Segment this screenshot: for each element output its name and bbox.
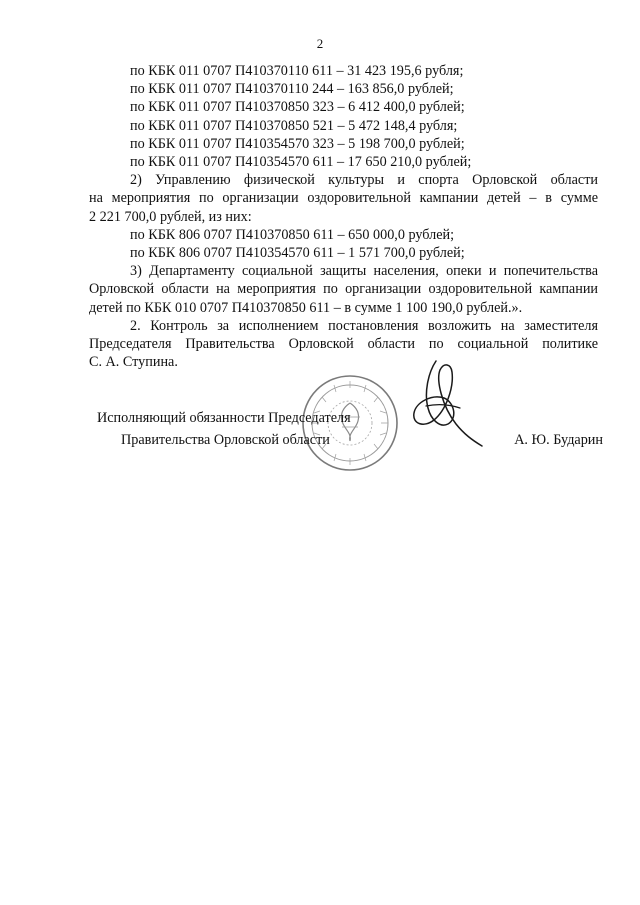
paragraph-line: Орловской области на мероприятия по организации оздоровительной кампании (89, 281, 598, 298)
kbk-line: по КБК 806 0707 П410370850 611 – 650 000,0 рублей; (130, 226, 455, 243)
paragraph-line: 2 221 700,0 рублей, из них: (89, 208, 252, 225)
paragraph-line: детей по КБК 010 0707 П410370850 611 – в сумме 1 100 190,0 рублей.». (89, 299, 523, 316)
kbk-line: по КБК 011 0707 П410370110 611 – 31 423 195,6 рубля; (130, 63, 464, 79)
paragraph-line: Председателя Правительства Орловской области по социальной политике (89, 336, 598, 353)
paragraph-line: на мероприятия по организации оздоровительной кампании детей – в сумме (89, 190, 598, 207)
kbk-line: по КБК 011 0707 П410354570 611 – 17 650 210,0 рублей; (130, 154, 472, 171)
signatory-title-line1: Исполняющий обязанности Председателя (97, 410, 351, 426)
document-body (89, 62, 598, 371)
signature-block (97, 407, 603, 497)
kbk-line: по КБК 011 0707 П410370850 521 – 5 472 148,4 рубля; (130, 117, 458, 134)
paragraph-line: 2. Контроль за исполнением постановления возложить на заместителя (130, 317, 598, 334)
kbk-line: по КБК 011 0707 П410370110 244 – 163 856,0 рублей; (130, 81, 454, 98)
paragraph-line: 3) Департаменту социальной защиты населения, опеки и попечительства (130, 263, 598, 280)
kbk-line: по КБК 806 0707 П410354570 611 – 1 571 700,0 рублей; (130, 245, 465, 262)
kbk-line: по КБК 011 0707 П410370850 323 – 6 412 400,0 рублей; (130, 99, 465, 116)
kbk-line: по КБК 011 0707 П410354570 323 – 5 198 700,0 рублей; (130, 135, 465, 152)
signatory-name: А. Ю. Бударин (514, 432, 603, 448)
paragraph-line: С. А. Ступина. (89, 354, 178, 371)
page-number: 2 (316, 36, 324, 51)
signatory-title-line2: Правительства Орловской области (121, 432, 330, 448)
paragraph-line: 2) Управлению физической культуры и спорта Орловской области (130, 172, 598, 189)
